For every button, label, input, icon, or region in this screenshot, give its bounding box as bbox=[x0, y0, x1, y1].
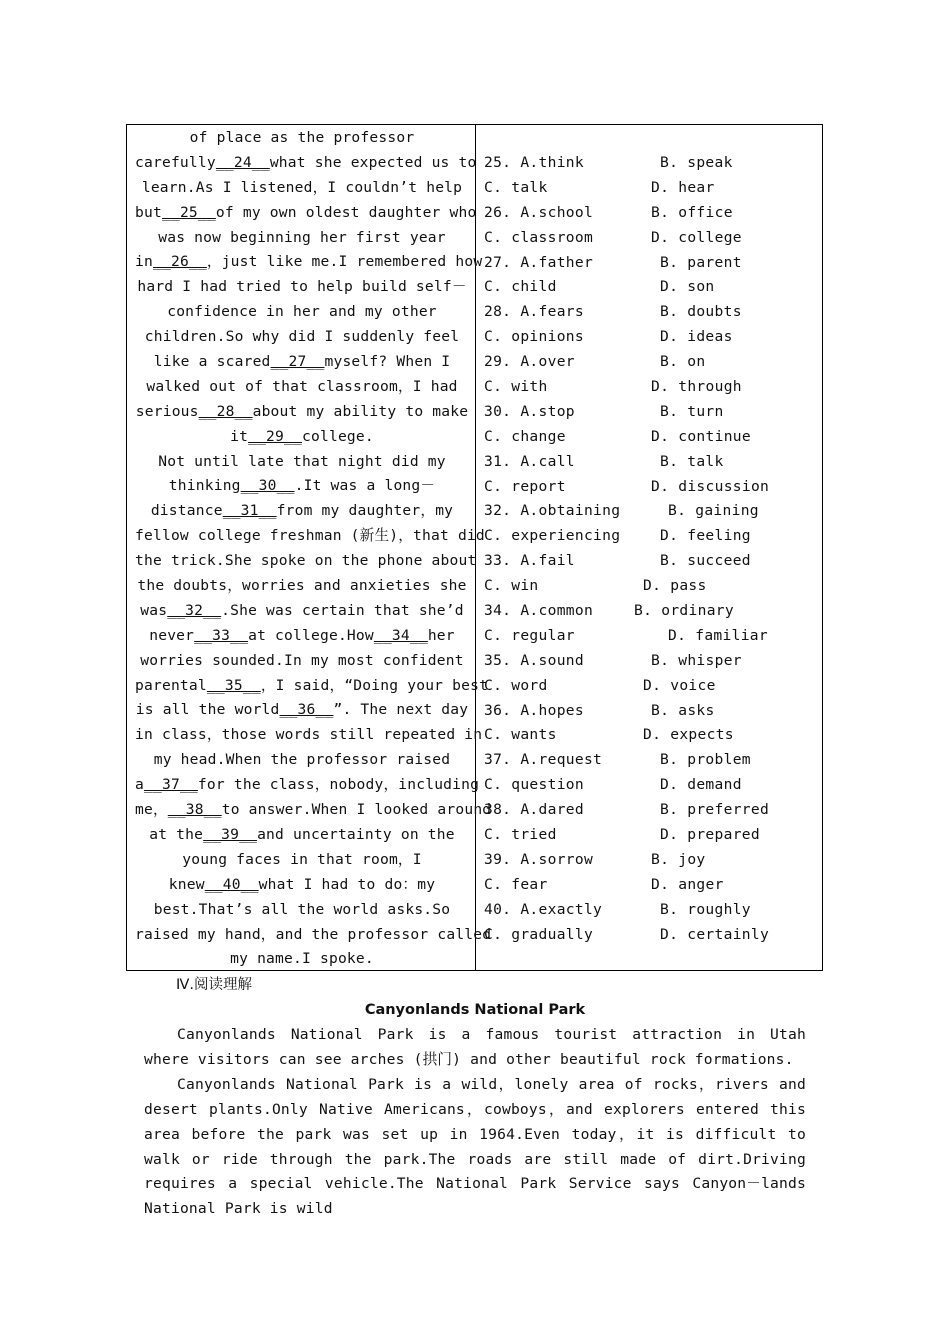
passage-line bbox=[135, 375, 469, 400]
passage-text: ，just like me.I remembered how bbox=[206, 253, 483, 271]
option-b: B. succeed bbox=[660, 552, 751, 570]
option-a: C. experiencing bbox=[484, 527, 621, 545]
blank-number: __35__ bbox=[206, 676, 261, 694]
option-b: D. anger bbox=[651, 875, 724, 893]
option-row bbox=[484, 251, 814, 276]
passage-text: carefully bbox=[135, 153, 216, 171]
option-b: D. discussion bbox=[651, 477, 770, 495]
blank-number: __26__ bbox=[152, 253, 207, 271]
option-a: C. regular bbox=[484, 626, 575, 644]
option-row bbox=[484, 176, 814, 201]
passage-line bbox=[135, 574, 469, 599]
passage-text: .She was certain that she’d bbox=[221, 601, 464, 619]
passage-line bbox=[135, 674, 489, 699]
option-a: C. gradually bbox=[484, 925, 594, 943]
option-b: B. talk bbox=[660, 452, 724, 470]
option-b: B. roughly bbox=[660, 900, 751, 918]
option-b: D. certainly bbox=[660, 925, 770, 943]
option-row bbox=[484, 201, 814, 226]
option-b: D. hear bbox=[651, 178, 715, 196]
option-b: D. feeling bbox=[660, 527, 751, 545]
option-row bbox=[484, 425, 814, 450]
option-b: D. demand bbox=[660, 776, 742, 794]
passage-text: hard I had tried to help build self－ bbox=[137, 278, 467, 296]
option-b: B. preferred bbox=[660, 801, 770, 819]
article-paragraph: Canyonlands National Park is a famous tourist attraction in Utah where visitors can see arches (拱门) and other beautiful rock formations. bbox=[144, 1026, 806, 1068]
blank-number: __40__ bbox=[204, 875, 259, 893]
passage-text: in bbox=[135, 253, 153, 271]
column-divider bbox=[475, 125, 476, 970]
cloze-passage bbox=[135, 126, 492, 972]
option-a: C. fear bbox=[484, 875, 548, 893]
passage-text: .It was a long－ bbox=[294, 477, 436, 495]
option-row bbox=[484, 798, 814, 823]
option-a: C. opinions bbox=[484, 328, 584, 346]
option-b: B. parent bbox=[660, 253, 742, 271]
passage-text: young faces in that room，I bbox=[182, 850, 422, 868]
passage-text: about my ability to make bbox=[252, 402, 469, 420]
passage-line bbox=[135, 400, 469, 425]
option-row bbox=[484, 325, 814, 350]
option-row bbox=[484, 848, 814, 873]
passage-line bbox=[135, 873, 469, 898]
passage-line bbox=[135, 250, 483, 275]
passage-text: is all the world bbox=[135, 701, 280, 719]
passage-line bbox=[135, 226, 469, 251]
passage-line bbox=[135, 350, 469, 375]
passage-text: fellow college freshman (新生)，that did bbox=[135, 527, 485, 545]
option-row bbox=[484, 300, 814, 325]
option-row bbox=[484, 748, 814, 773]
option-row bbox=[484, 599, 814, 624]
option-a: 40. A.exactly bbox=[484, 900, 603, 918]
passage-text: at the bbox=[149, 825, 204, 843]
blank-number: __38__ bbox=[167, 801, 222, 819]
blank-number: __32__ bbox=[167, 601, 222, 619]
passage-text: from my daughter，my bbox=[276, 502, 454, 520]
option-b: B. asks bbox=[651, 701, 715, 719]
option-a: C. child bbox=[484, 278, 557, 296]
option-row bbox=[484, 923, 814, 948]
passage-text: the trick.She spoke on the phone about bbox=[135, 552, 477, 570]
passage-text: parental bbox=[135, 676, 207, 694]
option-a: 36. A.hopes bbox=[484, 701, 584, 719]
passage-line bbox=[135, 425, 469, 450]
option-row bbox=[484, 151, 814, 176]
option-row bbox=[484, 549, 814, 574]
option-row bbox=[484, 350, 814, 375]
option-a: 28. A.fears bbox=[484, 303, 584, 321]
option-b: B. gaining bbox=[668, 502, 759, 520]
option-a: C. with bbox=[484, 378, 548, 396]
passage-text: my name.I spoke. bbox=[230, 950, 374, 968]
cloze-table bbox=[126, 124, 823, 971]
blank-number: __36__ bbox=[279, 701, 334, 719]
passage-text: her bbox=[427, 626, 455, 644]
option-a: 35. A.sound bbox=[484, 651, 584, 669]
option-a: C. report bbox=[484, 477, 566, 495]
option-a: 30. A.stop bbox=[484, 402, 575, 420]
passage-line bbox=[135, 549, 477, 574]
passage-line bbox=[135, 624, 469, 649]
option-a: C. talk bbox=[484, 178, 548, 196]
passage-text: college. bbox=[302, 427, 374, 445]
option-a: 29. A.over bbox=[484, 353, 575, 371]
option-b: D. familiar bbox=[668, 626, 768, 644]
option-a: C. win bbox=[484, 577, 539, 595]
passage-text: ，I said，“Doing your best bbox=[260, 676, 489, 694]
passage-text: my head.When the professor raised bbox=[153, 751, 451, 769]
blank-number: __24__ bbox=[215, 153, 270, 171]
passage-line bbox=[135, 450, 469, 475]
option-b: D. son bbox=[660, 278, 715, 296]
option-a: C. wants bbox=[484, 726, 557, 744]
option-a: 34. A.common bbox=[484, 602, 594, 620]
passage-text: in class，those words still repeated in bbox=[135, 726, 483, 744]
passage-text: of my own oldest daughter who bbox=[215, 203, 477, 221]
passage-text: confidence in her and my other bbox=[167, 303, 437, 321]
option-a: C. change bbox=[484, 427, 566, 445]
option-row bbox=[484, 898, 814, 923]
option-b: B. whisper bbox=[651, 651, 742, 669]
option-a: 38. A.dared bbox=[484, 801, 584, 819]
passage-line bbox=[135, 176, 469, 201]
option-b: B. doubts bbox=[660, 303, 742, 321]
option-row bbox=[484, 475, 814, 500]
passage-line bbox=[135, 599, 469, 624]
passage-line bbox=[135, 474, 469, 499]
option-a: 25. A.think bbox=[484, 154, 584, 171]
option-b: D. ideas bbox=[660, 328, 733, 346]
passage-line bbox=[135, 300, 469, 325]
article-paragraph: Canyonlands National Park is a wild，lonely area of rocks，rivers and desert plants.Only Native Americans，cowboys，and explorers entered this area before the park was set up in 1964.Even today，it is difficult to walk or ride through the park.The roads are still made of dirt.Driving requires a special vehicle.The National Park Service says Canyon－lands National Park is wild bbox=[144, 1075, 806, 1218]
passage-line bbox=[135, 823, 469, 848]
option-b: D. voice bbox=[643, 676, 716, 694]
blank-number: __37__ bbox=[144, 776, 198, 794]
passage-text: ”. The next day bbox=[333, 701, 469, 719]
passage-text: of place as the professor bbox=[189, 129, 415, 146]
option-b: D. continue bbox=[651, 427, 751, 445]
option-a: 32. A.obtaining bbox=[484, 502, 621, 520]
option-a: 39. A.sorrow bbox=[484, 850, 594, 868]
passage-text: for the class，nobody，including bbox=[197, 776, 480, 794]
option-row bbox=[484, 450, 814, 475]
passage-line bbox=[135, 898, 469, 923]
option-b: B. speak bbox=[660, 154, 733, 171]
passage-text: what she expected us to bbox=[269, 153, 477, 171]
article-body bbox=[144, 1023, 806, 1222]
blank-number: __27__ bbox=[270, 353, 325, 371]
option-row bbox=[484, 649, 814, 674]
passage-text: at college.How bbox=[248, 626, 374, 644]
option-a: C. question bbox=[484, 776, 584, 794]
article-title: Canyonlands National Park bbox=[364, 1002, 586, 1018]
passage-text: learn.As I listened，I couldn’t help bbox=[141, 178, 463, 196]
passage-line bbox=[135, 201, 477, 226]
option-row bbox=[484, 275, 814, 300]
option-row bbox=[484, 524, 814, 549]
option-b: B. on bbox=[660, 353, 706, 371]
blank-number: __34__ bbox=[373, 626, 428, 644]
passage-text: like a scared bbox=[153, 353, 271, 371]
option-a: 31. A.call bbox=[484, 452, 575, 470]
option-row bbox=[484, 375, 814, 400]
blank-number: __33__ bbox=[194, 626, 249, 644]
passage-line bbox=[135, 748, 469, 773]
passage-text: a bbox=[135, 776, 144, 794]
option-row bbox=[484, 773, 814, 798]
passage-line bbox=[135, 698, 469, 723]
option-b: D. college bbox=[651, 228, 742, 246]
option-row bbox=[484, 400, 814, 425]
option-a: 26. A.school bbox=[484, 203, 594, 221]
passage-text: thinking bbox=[168, 477, 241, 495]
passage-text: walked out of that classroom，I had bbox=[146, 377, 458, 395]
option-b: B. turn bbox=[660, 402, 724, 420]
passage-text: worries sounded.In my most confident bbox=[140, 651, 464, 669]
option-b: D. pass bbox=[643, 577, 707, 595]
passage-text: Not until late that night did my bbox=[158, 452, 446, 470]
passage-line bbox=[135, 947, 469, 972]
passage-line bbox=[135, 649, 469, 674]
option-b: D. through bbox=[651, 378, 742, 396]
passage-text: never bbox=[149, 626, 195, 644]
blank-number: __30__ bbox=[240, 477, 295, 495]
blank-number: __25__ bbox=[161, 203, 216, 221]
passage-text: the doubts，worries and anxieties she bbox=[137, 577, 467, 595]
option-b: D. prepared bbox=[660, 826, 760, 844]
passage-line bbox=[135, 848, 469, 873]
answer-options bbox=[484, 151, 814, 948]
passage-text: but bbox=[135, 203, 162, 221]
passage-line bbox=[135, 325, 469, 350]
option-a: C. classroom bbox=[484, 228, 594, 246]
passage-text: knew bbox=[168, 875, 205, 893]
option-b: B. problem bbox=[660, 751, 751, 769]
passage-text: best.That’s all the world asks.So bbox=[153, 900, 451, 918]
passage-line bbox=[135, 524, 485, 549]
section-heading: Ⅳ.阅读理解 bbox=[176, 977, 252, 993]
passage-line bbox=[135, 275, 469, 300]
option-a: C. word bbox=[484, 676, 548, 694]
option-a: C. tried bbox=[484, 826, 557, 844]
passage-text: and uncertainty on the bbox=[257, 825, 455, 843]
passage-line bbox=[135, 773, 480, 798]
option-b: B. joy bbox=[651, 850, 706, 868]
option-row bbox=[484, 873, 814, 898]
passage-line bbox=[135, 499, 469, 524]
passage-text: me， bbox=[135, 801, 168, 819]
option-a: 33. A.fail bbox=[484, 552, 575, 570]
passage-line bbox=[135, 923, 492, 948]
option-row bbox=[484, 226, 814, 251]
option-b: B. ordinary bbox=[634, 602, 734, 620]
option-row bbox=[484, 699, 814, 724]
passage-text: children.So why did I suddenly feel bbox=[144, 328, 460, 346]
passage-text: distance bbox=[150, 502, 223, 520]
passage-text: to answer.When I looked around bbox=[221, 801, 492, 819]
blank-number: __28__ bbox=[198, 402, 253, 420]
passage-line bbox=[135, 723, 483, 748]
option-b: D. expects bbox=[643, 726, 734, 744]
passage-text: raised my hand，and the professor called bbox=[135, 925, 492, 943]
passage-line bbox=[135, 798, 492, 823]
blank-number: __29__ bbox=[248, 427, 302, 445]
blank-number: __39__ bbox=[203, 825, 258, 843]
option-row bbox=[484, 499, 814, 524]
option-row bbox=[484, 823, 814, 848]
option-row bbox=[484, 624, 814, 649]
passage-line bbox=[135, 126, 469, 151]
passage-text: it bbox=[230, 427, 249, 445]
passage-text: myself? When I bbox=[324, 353, 451, 371]
passage-text: serious bbox=[135, 402, 199, 420]
option-b: B. office bbox=[651, 203, 733, 221]
option-row bbox=[484, 674, 814, 699]
passage-text: what I had to do：my bbox=[258, 875, 436, 893]
option-a: 27. A.father bbox=[484, 253, 594, 271]
passage-text: was bbox=[140, 601, 168, 619]
passage-line bbox=[135, 151, 477, 176]
blank-number: __31__ bbox=[222, 502, 277, 520]
option-row bbox=[484, 723, 814, 748]
option-row bbox=[484, 574, 814, 599]
option-a: 37. A.request bbox=[484, 751, 603, 769]
passage-text: was now beginning her first year bbox=[158, 228, 446, 246]
